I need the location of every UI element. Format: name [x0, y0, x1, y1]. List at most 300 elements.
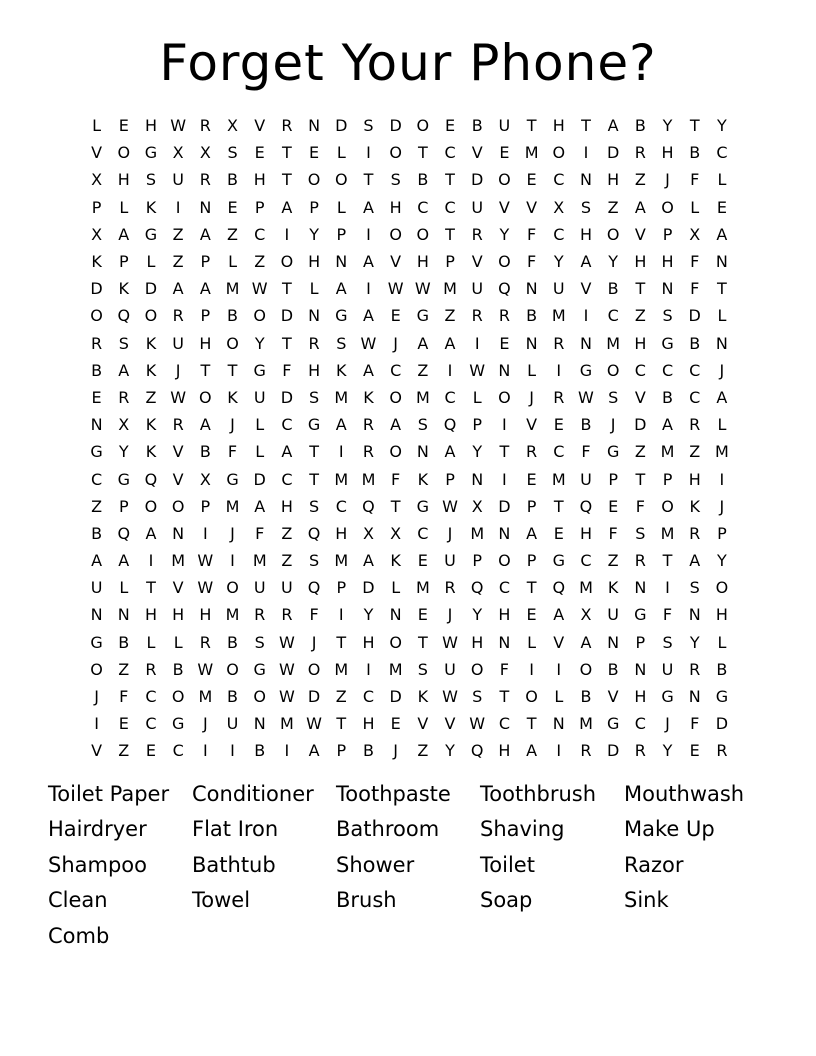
grid-letter[interactable]: F — [690, 170, 700, 190]
grid-letter[interactable]: A — [390, 415, 402, 435]
grid-letter[interactable]: N — [552, 714, 565, 734]
grid-letter[interactable]: J — [393, 741, 399, 761]
grid-letter[interactable]: Z — [634, 170, 646, 190]
grid-letter[interactable]: C — [634, 714, 646, 734]
grid-letter[interactable]: S — [227, 143, 238, 163]
grid-letter[interactable]: G — [144, 143, 158, 163]
grid-letter[interactable]: M — [579, 578, 593, 598]
grid-letter[interactable]: D — [389, 116, 402, 136]
grid-letter[interactable]: T — [526, 116, 537, 136]
grid-letter[interactable]: E — [309, 143, 320, 163]
grid-letter[interactable]: G — [634, 605, 647, 625]
grid-letter[interactable]: E — [118, 116, 129, 136]
grid-letter[interactable]: T — [390, 496, 401, 516]
grid-letter[interactable]: R — [199, 116, 211, 136]
grid-letter[interactable]: H — [715, 605, 728, 625]
grid-letter[interactable]: D — [362, 578, 375, 598]
grid-letter[interactable]: A — [526, 741, 538, 761]
grid-letter[interactable]: T — [336, 632, 347, 652]
grid-letter[interactable]: W — [278, 632, 295, 652]
grid-letter[interactable]: P — [200, 252, 211, 272]
grid-letter[interactable]: O — [389, 387, 402, 407]
grid-letter[interactable]: F — [662, 605, 673, 625]
grid-letter[interactable]: C — [145, 687, 157, 707]
grid-letter[interactable]: T — [336, 714, 347, 734]
grid-letter[interactable]: B — [634, 116, 646, 136]
grid-letter[interactable]: T — [282, 333, 292, 353]
grid-letter[interactable]: F — [499, 659, 509, 679]
grid-letter[interactable]: N — [607, 632, 620, 652]
grid-letter[interactable]: O — [226, 659, 239, 679]
grid-letter[interactable]: U — [471, 197, 484, 217]
grid-letter[interactable]: E — [254, 143, 265, 163]
grid-letter[interactable]: C — [254, 224, 266, 244]
grid-letter[interactable]: J — [94, 687, 99, 707]
grid-letter[interactable]: L — [717, 170, 727, 190]
grid-letter[interactable]: I — [366, 224, 371, 244]
grid-letter[interactable]: B — [580, 415, 592, 435]
grid-letter[interactable]: P — [445, 252, 455, 272]
grid-letter[interactable]: O — [171, 496, 185, 516]
grid-letter[interactable]: C — [390, 360, 402, 380]
grid-letter[interactable]: M — [470, 523, 485, 543]
grid-letter[interactable]: R — [254, 605, 266, 625]
grid-letter[interactable]: G — [579, 360, 593, 380]
grid-letter[interactable]: S — [662, 632, 673, 652]
grid-letter[interactable]: Z — [227, 224, 239, 244]
grid-letter[interactable]: S — [145, 170, 157, 190]
grid-letter[interactable]: E — [689, 741, 700, 761]
grid-letter[interactable]: T — [526, 714, 537, 734]
grid-letter[interactable]: K — [145, 415, 157, 435]
grid-letter[interactable]: P — [717, 523, 727, 543]
grid-letter[interactable]: O — [389, 224, 402, 244]
grid-letter[interactable]: I — [502, 469, 507, 489]
grid-letter[interactable]: K — [390, 551, 401, 571]
grid-letter[interactable]: C — [580, 551, 592, 571]
grid-letter[interactable]: E — [444, 116, 456, 136]
grid-letter[interactable]: A — [281, 442, 293, 462]
grid-letter[interactable]: J — [610, 415, 616, 435]
grid-letter[interactable]: L — [717, 306, 727, 326]
grid-letter[interactable]: G — [307, 415, 321, 435]
grid-letter[interactable]: O — [90, 306, 103, 326]
grid-letter[interactable]: O — [661, 197, 674, 217]
grid-letter[interactable]: A — [308, 741, 320, 761]
grid-letter[interactable]: T — [200, 360, 211, 380]
grid-letter[interactable]: P — [91, 197, 102, 217]
grid-letter[interactable]: D — [606, 143, 620, 163]
grid-letter[interactable]: I — [175, 197, 181, 217]
grid-letter[interactable]: K — [363, 387, 374, 407]
grid-letter[interactable]: N — [335, 252, 348, 272]
grid-letter[interactable]: E — [417, 605, 428, 625]
grid-letter[interactable]: G — [226, 469, 239, 489]
grid-letter[interactable]: J — [665, 714, 670, 734]
grid-letter[interactable]: N — [308, 116, 321, 136]
grid-letter[interactable]: J — [393, 333, 399, 353]
grid-letter[interactable]: G — [552, 551, 565, 571]
grid-letter[interactable]: U — [90, 578, 103, 598]
grid-letter[interactable]: C — [689, 360, 701, 380]
grid-letter[interactable]: P — [662, 224, 673, 244]
grid-letter[interactable]: W — [197, 659, 214, 679]
grid-letter[interactable]: N — [688, 687, 701, 707]
grid-letter[interactable]: E — [526, 170, 537, 190]
grid-letter[interactable]: A — [362, 360, 374, 380]
grid-letter[interactable]: G — [144, 224, 158, 244]
grid-letter[interactable]: F — [690, 252, 700, 272]
grid-letter[interactable]: A — [362, 551, 374, 571]
grid-letter[interactable]: A — [580, 632, 592, 652]
grid-letter[interactable]: C — [607, 306, 619, 326]
grid-letter[interactable]: N — [715, 333, 728, 353]
grid-letter[interactable]: M — [660, 523, 675, 543]
grid-letter[interactable]: L — [527, 360, 537, 380]
grid-letter[interactable]: R — [634, 551, 646, 571]
grid-letter[interactable]: I — [583, 306, 589, 326]
grid-letter[interactable]: N — [688, 605, 701, 625]
grid-letter[interactable]: Y — [717, 116, 727, 136]
grid-letter[interactable]: B — [227, 632, 239, 652]
grid-letter[interactable]: E — [145, 741, 157, 761]
grid-letter[interactable]: C — [689, 387, 701, 407]
grid-letter[interactable]: O — [226, 578, 239, 598]
grid-letter[interactable]: M — [415, 578, 430, 598]
grid-letter[interactable]: V — [471, 252, 483, 272]
grid-letter[interactable]: B — [91, 523, 103, 543]
grid-letter[interactable]: A — [444, 442, 456, 462]
grid-letter[interactable]: J — [447, 523, 453, 543]
grid-letter[interactable]: V — [254, 116, 266, 136]
grid-letter[interactable]: V — [172, 469, 184, 489]
grid-letter[interactable]: Z — [281, 551, 293, 571]
grid-letter[interactable]: H — [661, 252, 674, 272]
grid-letter[interactable]: R — [634, 741, 646, 761]
grid-letter[interactable]: A — [335, 279, 347, 299]
grid-letter[interactable]: O — [470, 659, 484, 679]
grid-letter[interactable]: V — [91, 741, 103, 761]
grid-letter[interactable]: I — [447, 360, 453, 380]
grid-letter[interactable]: X — [91, 224, 103, 244]
grid-letter[interactable]: S — [309, 551, 320, 571]
grid-letter[interactable]: G — [253, 659, 266, 679]
grid-letter[interactable]: A — [444, 333, 456, 353]
grid-letter[interactable]: O — [334, 170, 348, 190]
grid-letter[interactable]: Z — [417, 360, 429, 380]
grid-letter[interactable]: M — [198, 687, 213, 707]
grid-letter[interactable]: Z — [689, 442, 701, 462]
grid-letter[interactable]: U — [444, 659, 456, 679]
grid-letter[interactable]: H — [634, 687, 647, 707]
grid-letter[interactable]: H — [579, 523, 592, 543]
grid-letter[interactable]: A — [118, 224, 130, 244]
grid-letter[interactable]: I — [366, 143, 371, 163]
grid-letter[interactable]: Y — [472, 605, 483, 625]
grid-letter[interactable]: A — [716, 224, 728, 244]
grid-letter[interactable]: L — [255, 442, 265, 462]
grid-letter[interactable]: L — [119, 578, 129, 598]
grid-letter[interactable]: S — [635, 523, 646, 543]
grid-letter[interactable]: H — [416, 252, 429, 272]
grid-letter[interactable]: E — [608, 496, 619, 516]
grid-letter[interactable]: T — [662, 551, 673, 571]
grid-letter[interactable]: R — [498, 306, 510, 326]
grid-letter[interactable]: F — [391, 469, 401, 489]
grid-letter[interactable]: A — [199, 279, 211, 299]
grid-letter[interactable]: T — [553, 496, 564, 516]
grid-letter[interactable]: D — [280, 306, 294, 326]
grid-letter[interactable]: Q — [117, 306, 131, 326]
grid-letter[interactable]: G — [416, 496, 430, 516]
grid-letter[interactable]: J — [529, 387, 534, 407]
grid-letter[interactable]: S — [580, 197, 592, 217]
grid-letter[interactable]: Q — [470, 741, 484, 761]
grid-letter[interactable]: N — [579, 333, 592, 353]
grid-letter[interactable]: O — [416, 224, 430, 244]
grid-letter[interactable]: C — [444, 387, 456, 407]
grid-letter[interactable]: V — [471, 143, 483, 163]
grid-letter[interactable]: C — [553, 442, 565, 462]
grid-letter[interactable]: N — [634, 659, 647, 679]
grid-letter[interactable]: T — [417, 632, 428, 652]
grid-letter[interactable]: W — [578, 387, 594, 407]
grid-letter[interactable]: I — [230, 741, 235, 761]
grid-letter[interactable]: P — [526, 496, 537, 516]
grid-letter[interactable]: G — [90, 442, 103, 462]
grid-letter[interactable]: G — [335, 306, 348, 326]
grid-letter[interactable]: B — [662, 387, 674, 407]
grid-letter[interactable]: N — [634, 578, 647, 598]
grid-letter[interactable]: H — [144, 605, 157, 625]
grid-letter[interactable]: O — [389, 143, 402, 163]
grid-letter[interactable]: V — [172, 578, 184, 598]
grid-letter[interactable]: P — [445, 469, 455, 489]
grid-letter[interactable]: C — [634, 360, 646, 380]
grid-letter[interactable]: Q — [117, 523, 131, 543]
grid-letter[interactable]: P — [200, 496, 211, 516]
grid-letter[interactable]: A — [607, 116, 619, 136]
grid-letter[interactable]: A — [716, 387, 728, 407]
grid-letter[interactable]: R — [118, 387, 130, 407]
grid-letter[interactable]: Z — [417, 741, 429, 761]
grid-letter[interactable]: M — [334, 387, 349, 407]
grid-letter[interactable]: V — [91, 143, 103, 163]
grid-letter[interactable]: H — [634, 333, 647, 353]
grid-letter[interactable]: I — [529, 659, 534, 679]
grid-letter[interactable]: I — [556, 659, 562, 679]
grid-letter[interactable]: J — [719, 360, 725, 380]
grid-letter[interactable]: U — [552, 279, 565, 299]
grid-letter[interactable]: I — [338, 605, 344, 625]
grid-letter[interactable]: S — [254, 632, 265, 652]
grid-letter[interactable]: M — [171, 551, 186, 571]
grid-letter[interactable]: W — [197, 578, 214, 598]
grid-letter[interactable]: K — [417, 687, 429, 707]
grid-letter[interactable]: C — [91, 469, 103, 489]
grid-letter[interactable]: B — [689, 143, 701, 163]
grid-letter[interactable]: R — [172, 306, 184, 326]
grid-letter[interactable]: O — [144, 306, 158, 326]
grid-letter[interactable]: Z — [607, 197, 619, 217]
grid-letter[interactable]: I — [474, 333, 480, 353]
grid-letter[interactable]: O — [307, 170, 321, 190]
grid-letter[interactable]: N — [199, 197, 212, 217]
grid-letter[interactable]: V — [553, 632, 565, 652]
grid-letter[interactable]: U — [226, 714, 239, 734]
grid-letter[interactable]: M — [415, 387, 430, 407]
grid-letter[interactable]: Y — [553, 252, 564, 272]
grid-letter[interactable]: E — [553, 415, 564, 435]
grid-letter[interactable]: E — [499, 333, 510, 353]
grid-letter[interactable]: L — [228, 252, 237, 272]
grid-letter[interactable]: D — [715, 714, 729, 734]
grid-letter[interactable]: S — [689, 578, 700, 598]
grid-letter[interactable]: C — [281, 469, 293, 489]
grid-letter[interactable]: R — [471, 306, 483, 326]
grid-letter[interactable]: G — [661, 333, 674, 353]
grid-letter[interactable]: M — [334, 469, 349, 489]
grid-letter[interactable]: H — [389, 197, 402, 217]
grid-letter[interactable]: S — [417, 415, 428, 435]
grid-letter[interactable]: M — [551, 469, 566, 489]
grid-letter[interactable]: D — [606, 741, 620, 761]
grid-letter[interactable]: R — [362, 415, 375, 435]
grid-letter[interactable]: G — [661, 687, 674, 707]
grid-letter[interactable]: Y — [499, 224, 510, 244]
grid-letter[interactable]: U — [281, 578, 293, 598]
grid-letter[interactable]: K — [417, 469, 429, 489]
grid-letter[interactable]: I — [284, 224, 290, 244]
grid-letter[interactable]: H — [607, 170, 620, 190]
grid-letter[interactable]: E — [118, 714, 129, 734]
grid-letter[interactable]: Z — [634, 306, 646, 326]
grid-letter[interactable]: T — [309, 442, 319, 462]
grid-letter[interactable]: O — [416, 116, 430, 136]
grid-letter[interactable]: L — [173, 632, 183, 652]
grid-letter[interactable]: Q — [307, 523, 321, 543]
grid-letter[interactable]: B — [254, 741, 266, 761]
grid-letter[interactable]: O — [498, 387, 511, 407]
grid-letter[interactable]: N — [525, 333, 538, 353]
grid-letter[interactable]: A — [335, 415, 347, 435]
grid-letter[interactable]: A — [362, 306, 374, 326]
grid-letter[interactable]: F — [227, 442, 238, 462]
grid-letter[interactable]: B — [118, 632, 130, 652]
grid-letter[interactable]: H — [634, 252, 647, 272]
grid-letter[interactable]: O — [498, 170, 511, 190]
grid-letter[interactable]: V — [444, 714, 456, 734]
grid-letter[interactable]: O — [226, 333, 239, 353]
grid-letter[interactable]: O — [606, 360, 620, 380]
grid-letter[interactable]: Q — [579, 496, 593, 516]
grid-letter[interactable]: O — [498, 551, 511, 571]
grid-letter[interactable]: E — [499, 143, 510, 163]
grid-letter[interactable]: W — [278, 687, 295, 707]
grid-letter[interactable]: L — [472, 387, 482, 407]
grid-letter[interactable]: Z — [444, 306, 456, 326]
grid-letter[interactable]: K — [227, 387, 238, 407]
grid-letter[interactable]: Y — [254, 333, 265, 353]
grid-letter[interactable]: C — [417, 197, 429, 217]
grid-letter[interactable]: Y — [608, 252, 619, 272]
grid-letter[interactable]: Q — [498, 279, 511, 299]
grid-letter[interactable]: S — [118, 333, 129, 353]
grid-letter[interactable]: H — [362, 714, 375, 734]
grid-letter[interactable]: K — [118, 279, 130, 299]
grid-letter[interactable]: E — [390, 714, 401, 734]
grid-letter[interactable]: L — [336, 143, 346, 163]
grid-letter[interactable]: X — [390, 523, 402, 543]
grid-letter[interactable]: B — [417, 170, 429, 190]
grid-letter[interactable]: W — [197, 551, 214, 571]
grid-letter[interactable]: G — [253, 360, 266, 380]
grid-letter[interactable]: R — [362, 442, 375, 462]
grid-letter[interactable]: R — [553, 387, 565, 407]
grid-letter[interactable]: T — [717, 279, 727, 299]
grid-letter[interactable]: M — [361, 469, 376, 489]
grid-letter[interactable]: F — [282, 360, 292, 380]
grid-letter[interactable]: M — [225, 496, 240, 516]
grid-letter[interactable]: F — [690, 279, 700, 299]
grid-letter[interactable]: B — [362, 741, 374, 761]
grid-letter[interactable]: F — [526, 224, 537, 244]
grid-letter[interactable]: B — [471, 116, 483, 136]
grid-letter[interactable]: U — [607, 605, 620, 625]
grid-letter[interactable]: E — [390, 306, 401, 326]
grid-letter[interactable]: F — [119, 687, 129, 707]
grid-letter[interactable]: D — [90, 279, 103, 299]
grid-letter[interactable]: Z — [145, 387, 157, 407]
grid-letter[interactable]: W — [170, 116, 187, 136]
grid-letter[interactable]: W — [170, 387, 187, 407]
grid-letter[interactable]: H — [199, 333, 212, 353]
grid-letter[interactable]: T — [309, 469, 319, 489]
grid-letter[interactable]: P — [635, 632, 646, 652]
grid-letter[interactable]: K — [607, 578, 619, 598]
grid-letter[interactable]: H — [308, 252, 321, 272]
grid-letter[interactable]: K — [145, 197, 157, 217]
grid-letter[interactable]: E — [227, 197, 238, 217]
grid-letter[interactable]: H — [117, 170, 130, 190]
grid-letter[interactable]: A — [281, 197, 293, 217]
grid-letter[interactable]: D — [307, 687, 321, 707]
grid-letter[interactable]: U — [580, 469, 592, 489]
grid-letter[interactable]: Z — [172, 252, 184, 272]
grid-letter[interactable]: V — [634, 224, 646, 244]
grid-letter[interactable]: O — [253, 306, 267, 326]
grid-letter[interactable]: M — [579, 714, 593, 734]
grid-letter[interactable]: U — [471, 279, 484, 299]
grid-letter[interactable]: L — [255, 415, 265, 435]
grid-letter[interactable]: T — [581, 116, 591, 136]
grid-letter[interactable]: M — [660, 442, 675, 462]
grid-letter[interactable]: V — [172, 442, 184, 462]
grid-letter[interactable]: A — [199, 415, 211, 435]
grid-letter[interactable]: G — [90, 632, 103, 652]
grid-letter[interactable]: X — [689, 224, 701, 244]
grid-letter[interactable]: L — [527, 632, 537, 652]
grid-letter[interactable]: I — [583, 143, 589, 163]
grid-letter[interactable]: P — [200, 306, 211, 326]
grid-letter[interactable]: C — [417, 523, 429, 543]
grid-letter[interactable]: U — [661, 659, 674, 679]
grid-letter[interactable]: F — [635, 496, 645, 516]
grid-letter[interactable]: K — [91, 252, 102, 272]
grid-letter[interactable]: I — [94, 714, 99, 734]
grid-letter[interactable]: E — [526, 605, 537, 625]
grid-letter[interactable]: M — [388, 659, 403, 679]
